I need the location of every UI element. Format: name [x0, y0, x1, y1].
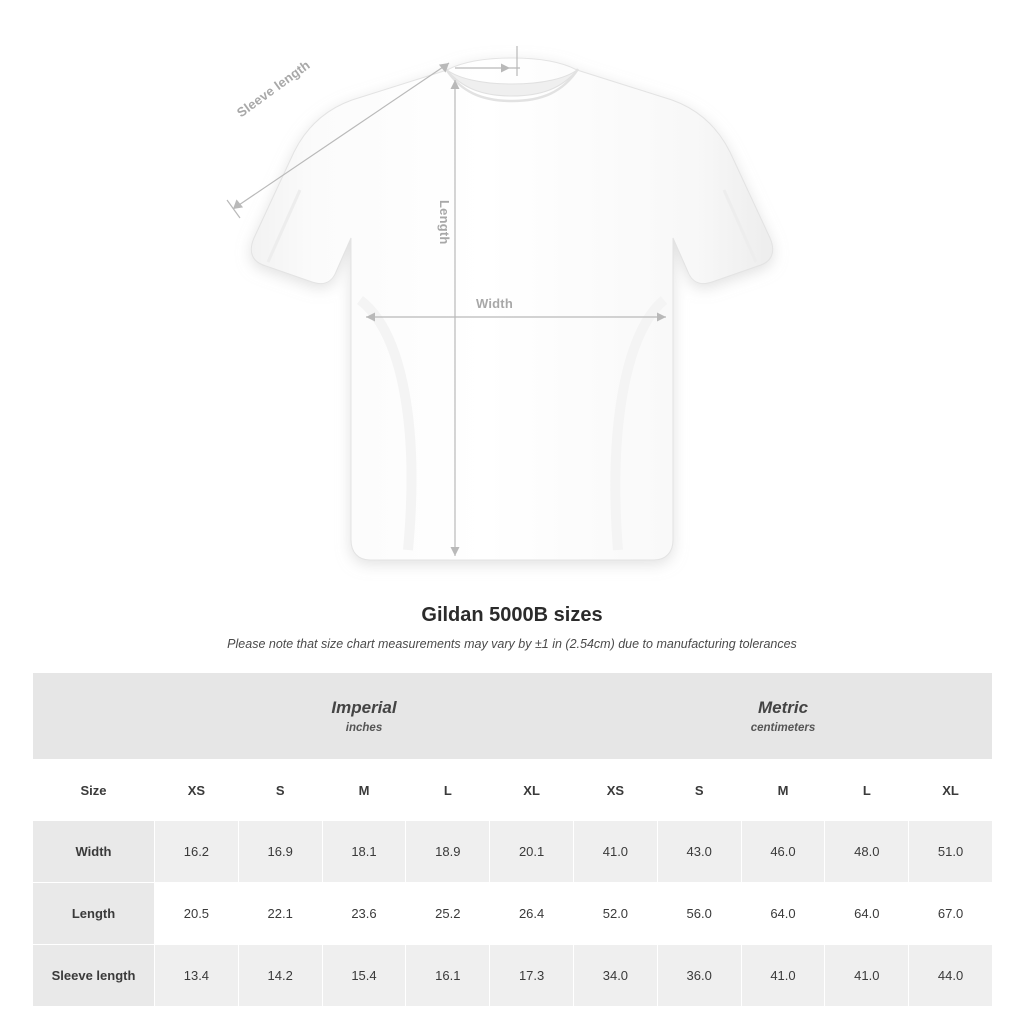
- size-header-xl-imperial: XL: [490, 760, 574, 821]
- cell-width-s-in: 16.9: [238, 821, 322, 883]
- size-header-m-imperial: M: [322, 760, 406, 821]
- size-table: [32, 673, 993, 1007]
- unit-group-metric: [574, 673, 993, 760]
- cell-width-xs-cm: 41.0: [574, 821, 658, 883]
- table-row: [33, 883, 993, 945]
- size-header-label: Size: [33, 760, 155, 821]
- cell-length-s-in: 22.1: [238, 883, 322, 945]
- cell-width-s-cm: 43.0: [657, 821, 741, 883]
- cell-sleeve-l-in: 16.1: [406, 945, 490, 1007]
- unit-group-imperial-sub: inches: [345, 722, 383, 734]
- unit-group-row: [33, 673, 993, 760]
- size-header-xs-imperial: XS: [155, 760, 239, 821]
- cell-width-l-cm: 48.0: [825, 821, 909, 883]
- row-label-length: Length: [33, 883, 155, 945]
- cell-length-xs-cm: 52.0: [574, 883, 658, 945]
- cell-sleeve-xl-in: 17.3: [490, 945, 574, 1007]
- unit-group-metric-name: Metric: [757, 698, 809, 717]
- size-header-s-metric: S: [657, 760, 741, 821]
- cell-sleeve-m-cm: 41.0: [741, 945, 825, 1007]
- cell-length-xl-cm: 67.0: [909, 883, 993, 945]
- sleeve-length-dimension-label: Sleeve length: [234, 57, 313, 121]
- cell-width-m-cm: 46.0: [741, 821, 825, 883]
- cell-length-s-cm: 56.0: [657, 883, 741, 945]
- cell-width-l-in: 18.9: [406, 821, 490, 883]
- cell-sleeve-l-cm: 41.0: [825, 945, 909, 1007]
- table-corner-cell: [33, 673, 155, 760]
- size-header-s-imperial: S: [238, 760, 322, 821]
- row-label-sleeve-length: Sleeve length: [33, 945, 155, 1007]
- size-header-m-metric: M: [741, 760, 825, 821]
- cell-width-xl-cm: 51.0: [909, 821, 993, 883]
- cell-sleeve-xs-cm: 34.0: [574, 945, 658, 1007]
- row-label-width: Width: [33, 821, 155, 883]
- cell-length-l-cm: 64.0: [825, 883, 909, 945]
- table-row: [33, 945, 993, 1007]
- size-header-xs-metric: XS: [574, 760, 658, 821]
- unit-group-metric-sub: centimeters: [750, 722, 816, 734]
- cell-length-xl-in: 26.4: [490, 883, 574, 945]
- cell-length-m-cm: 64.0: [741, 883, 825, 945]
- width-dimension-label: Width: [476, 296, 513, 311]
- cell-length-xs-in: 20.5: [155, 883, 239, 945]
- cell-sleeve-xs-in: 13.4: [155, 945, 239, 1007]
- size-header-row: [33, 760, 993, 821]
- cell-width-xl-in: 20.1: [490, 821, 574, 883]
- size-header-l-metric: L: [825, 760, 909, 821]
- cell-width-m-in: 18.1: [322, 821, 406, 883]
- tolerance-note: Please note that size chart measurements may vary by ±1 in (2.54cm) due to manufacturing tolerances: [227, 637, 797, 651]
- size-header-l-imperial: L: [406, 760, 490, 821]
- cell-sleeve-s-cm: 36.0: [657, 945, 741, 1007]
- cell-width-xs-in: 16.2: [155, 821, 239, 883]
- title-block: [0, 604, 1024, 651]
- table-row: [33, 821, 993, 883]
- size-table-wrapper: [32, 673, 992, 1007]
- length-dimension-label: Length: [437, 200, 452, 245]
- cell-sleeve-xl-cm: 44.0: [909, 945, 993, 1007]
- cell-sleeve-m-in: 15.4: [322, 945, 406, 1007]
- size-header-xl-metric: XL: [909, 760, 993, 821]
- unit-group-imperial: [155, 673, 574, 760]
- unit-group-imperial-name: Imperial: [331, 698, 397, 717]
- cell-sleeve-s-in: 14.2: [238, 945, 322, 1007]
- cell-length-m-in: 23.6: [322, 883, 406, 945]
- page-title: Gildan 5000B sizes: [421, 604, 603, 626]
- cell-length-l-in: 25.2: [406, 883, 490, 945]
